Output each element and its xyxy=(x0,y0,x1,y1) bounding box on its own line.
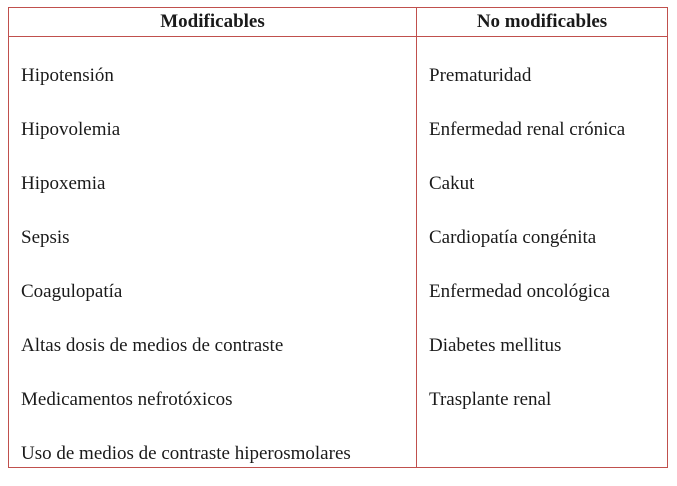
non-modifiable-item: Prematuridad xyxy=(429,65,532,86)
risk-factors-table xyxy=(8,7,668,468)
column-divider xyxy=(416,8,417,467)
header-non-modifiable: No modificables xyxy=(476,11,608,32)
non-modifiable-item: Diabetes mellitus xyxy=(429,335,562,356)
modifiable-column xyxy=(21,54,351,486)
modifiable-item: Coagulopatía xyxy=(21,281,123,302)
header-rule xyxy=(9,36,667,37)
modifiable-item: Medicamentos nefrotóxicos xyxy=(21,389,233,410)
modifiable-item: Uso de medios de contraste hiperosmolares xyxy=(21,443,351,464)
non-modifiable-item: Cardiopatía congénita xyxy=(429,227,597,248)
modifiable-item: Altas dosis de medios de contraste xyxy=(21,335,284,356)
non-modifiable-item: Enfermedad renal crónica xyxy=(429,119,626,140)
modifiable-item: Hipovolemia xyxy=(21,119,121,140)
modifiable-item: Sepsis xyxy=(21,227,70,248)
non-modifiable-column xyxy=(429,54,625,432)
modifiable-item: Hipoxemia xyxy=(21,173,106,194)
modifiable-item: Hipotensión xyxy=(21,65,114,86)
non-modifiable-item: Trasplante renal xyxy=(429,389,552,410)
non-modifiable-item: Cakut xyxy=(429,173,475,194)
header-modifiable: Modificables xyxy=(160,11,265,32)
non-modifiable-item: Enfermedad oncológica xyxy=(429,281,610,302)
